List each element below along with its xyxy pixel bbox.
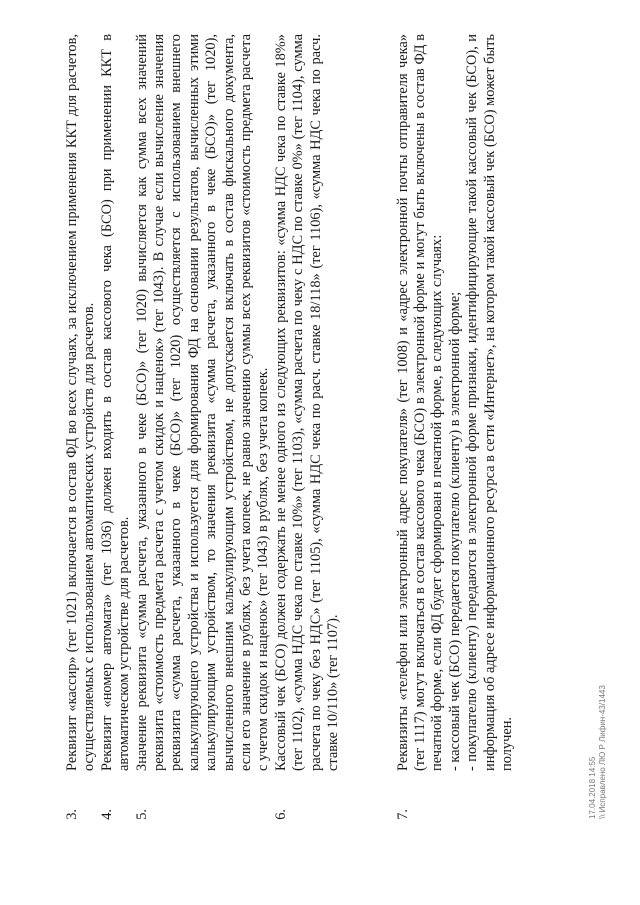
item-text: Кассовый чек (БСО) должен содержать не менее одного из следующих реквизитов: «сумма НДС чека по ставке 18%» (тег 1102), «сумма НДС чека по ставке 10%» (тег 1103), «сумма расчета по чеку с НДС по ставке 0%» (тег 1104), сумма расчета по чеку без НДС» (тег 1105), «сумма НДС чека по расч. ставке 18/118» (тег 1106), «сумма НДС чека по расч. ставке 10/110» (тег 1107). — [272, 34, 342, 771]
item-number: 5. — [133, 809, 150, 820]
spacer — [343, 34, 395, 849]
document-body — [64, 34, 516, 849]
sub-item: - покупателю (клиенту) передаются в электронной форме признаки, идентифицирующие такой кассовый чек (БСО), и информация об адресе информационного ресурса в сети «Интернет», на котором такой кассовый чек (БСО) может быть получен. — [464, 34, 515, 771]
stamp-note: \\ Исправлено ЛЮ Р Лифин-43/1443 — [598, 685, 607, 819]
item-number: 6. — [272, 809, 289, 820]
list-item-5 — [134, 34, 273, 849]
sub-item: - кассовый чек (БСО) передается покупателю (клиенту) в электронной форме; — [446, 291, 463, 771]
item-text: Реквизит «номер автомата» (тег 1036) должен входить в состав кассового чека (БСО) при применении ККТ в автоматическом устройстве для расчетов. — [98, 34, 133, 771]
list-item-4 — [99, 34, 134, 849]
item-number: 4. — [98, 809, 115, 820]
item-text: Реквизиты «телефон или электронный адрес покупателя» (тег 1008) и «адрес электронной почты отправителя чека» (тег 1117) могут включаться в состав кассового чека (БСО) в электронной форме и могут быть включены в состав ФД в печатной форме, если ФД будет сформирован в печатной форме, в следующих случаях: — [394, 34, 446, 771]
item-number: 3. — [64, 809, 80, 820]
item-text: Значение реквизита «сумма расчета, указанного в чеке (БСО)» (тег 1020) вычисляется как сумма всех значений реквизита «стоимость предмета расчета с учетом скидок и наценок» (тег 1043). В случае если вычисление значения реквизита «сумма расчета, указанного в чеке (БСО)» (тег 1020) осуществляется с использованием внешнего калькулирующего устройства и используется для формирования ФД на основании результатов, вычисленных этими калькулирующим устройством, то значения реквизита «сумма расчета, указанного в чеке (БСО)» (тег 1020), вычисленного внешним калькулирующим устройством, не допускается включать в состав фискального документа, если его значение в рублях, без учета копеек, не равно значению суммы всех реквизитов «стоимость предмета расчета с учетом скидок и наценок» (тег 1043) в рублях, без учета копеек. — [133, 34, 272, 771]
item-text: Реквизит «кассир» (тег 1021) включается в состав ФД во всех случаях, за исключением применения ККТ для расчетов, осуществляемых с использованием автоматических устройств для расчетов. — [64, 34, 98, 771]
print-stamp — [588, 685, 608, 819]
item-number: 7. — [394, 809, 411, 820]
list-item-6 — [273, 34, 343, 849]
list-item-3 — [64, 34, 99, 849]
list-item-7 — [395, 34, 517, 849]
stamp-date: 17.04.2018 14:55 — [588, 756, 597, 819]
